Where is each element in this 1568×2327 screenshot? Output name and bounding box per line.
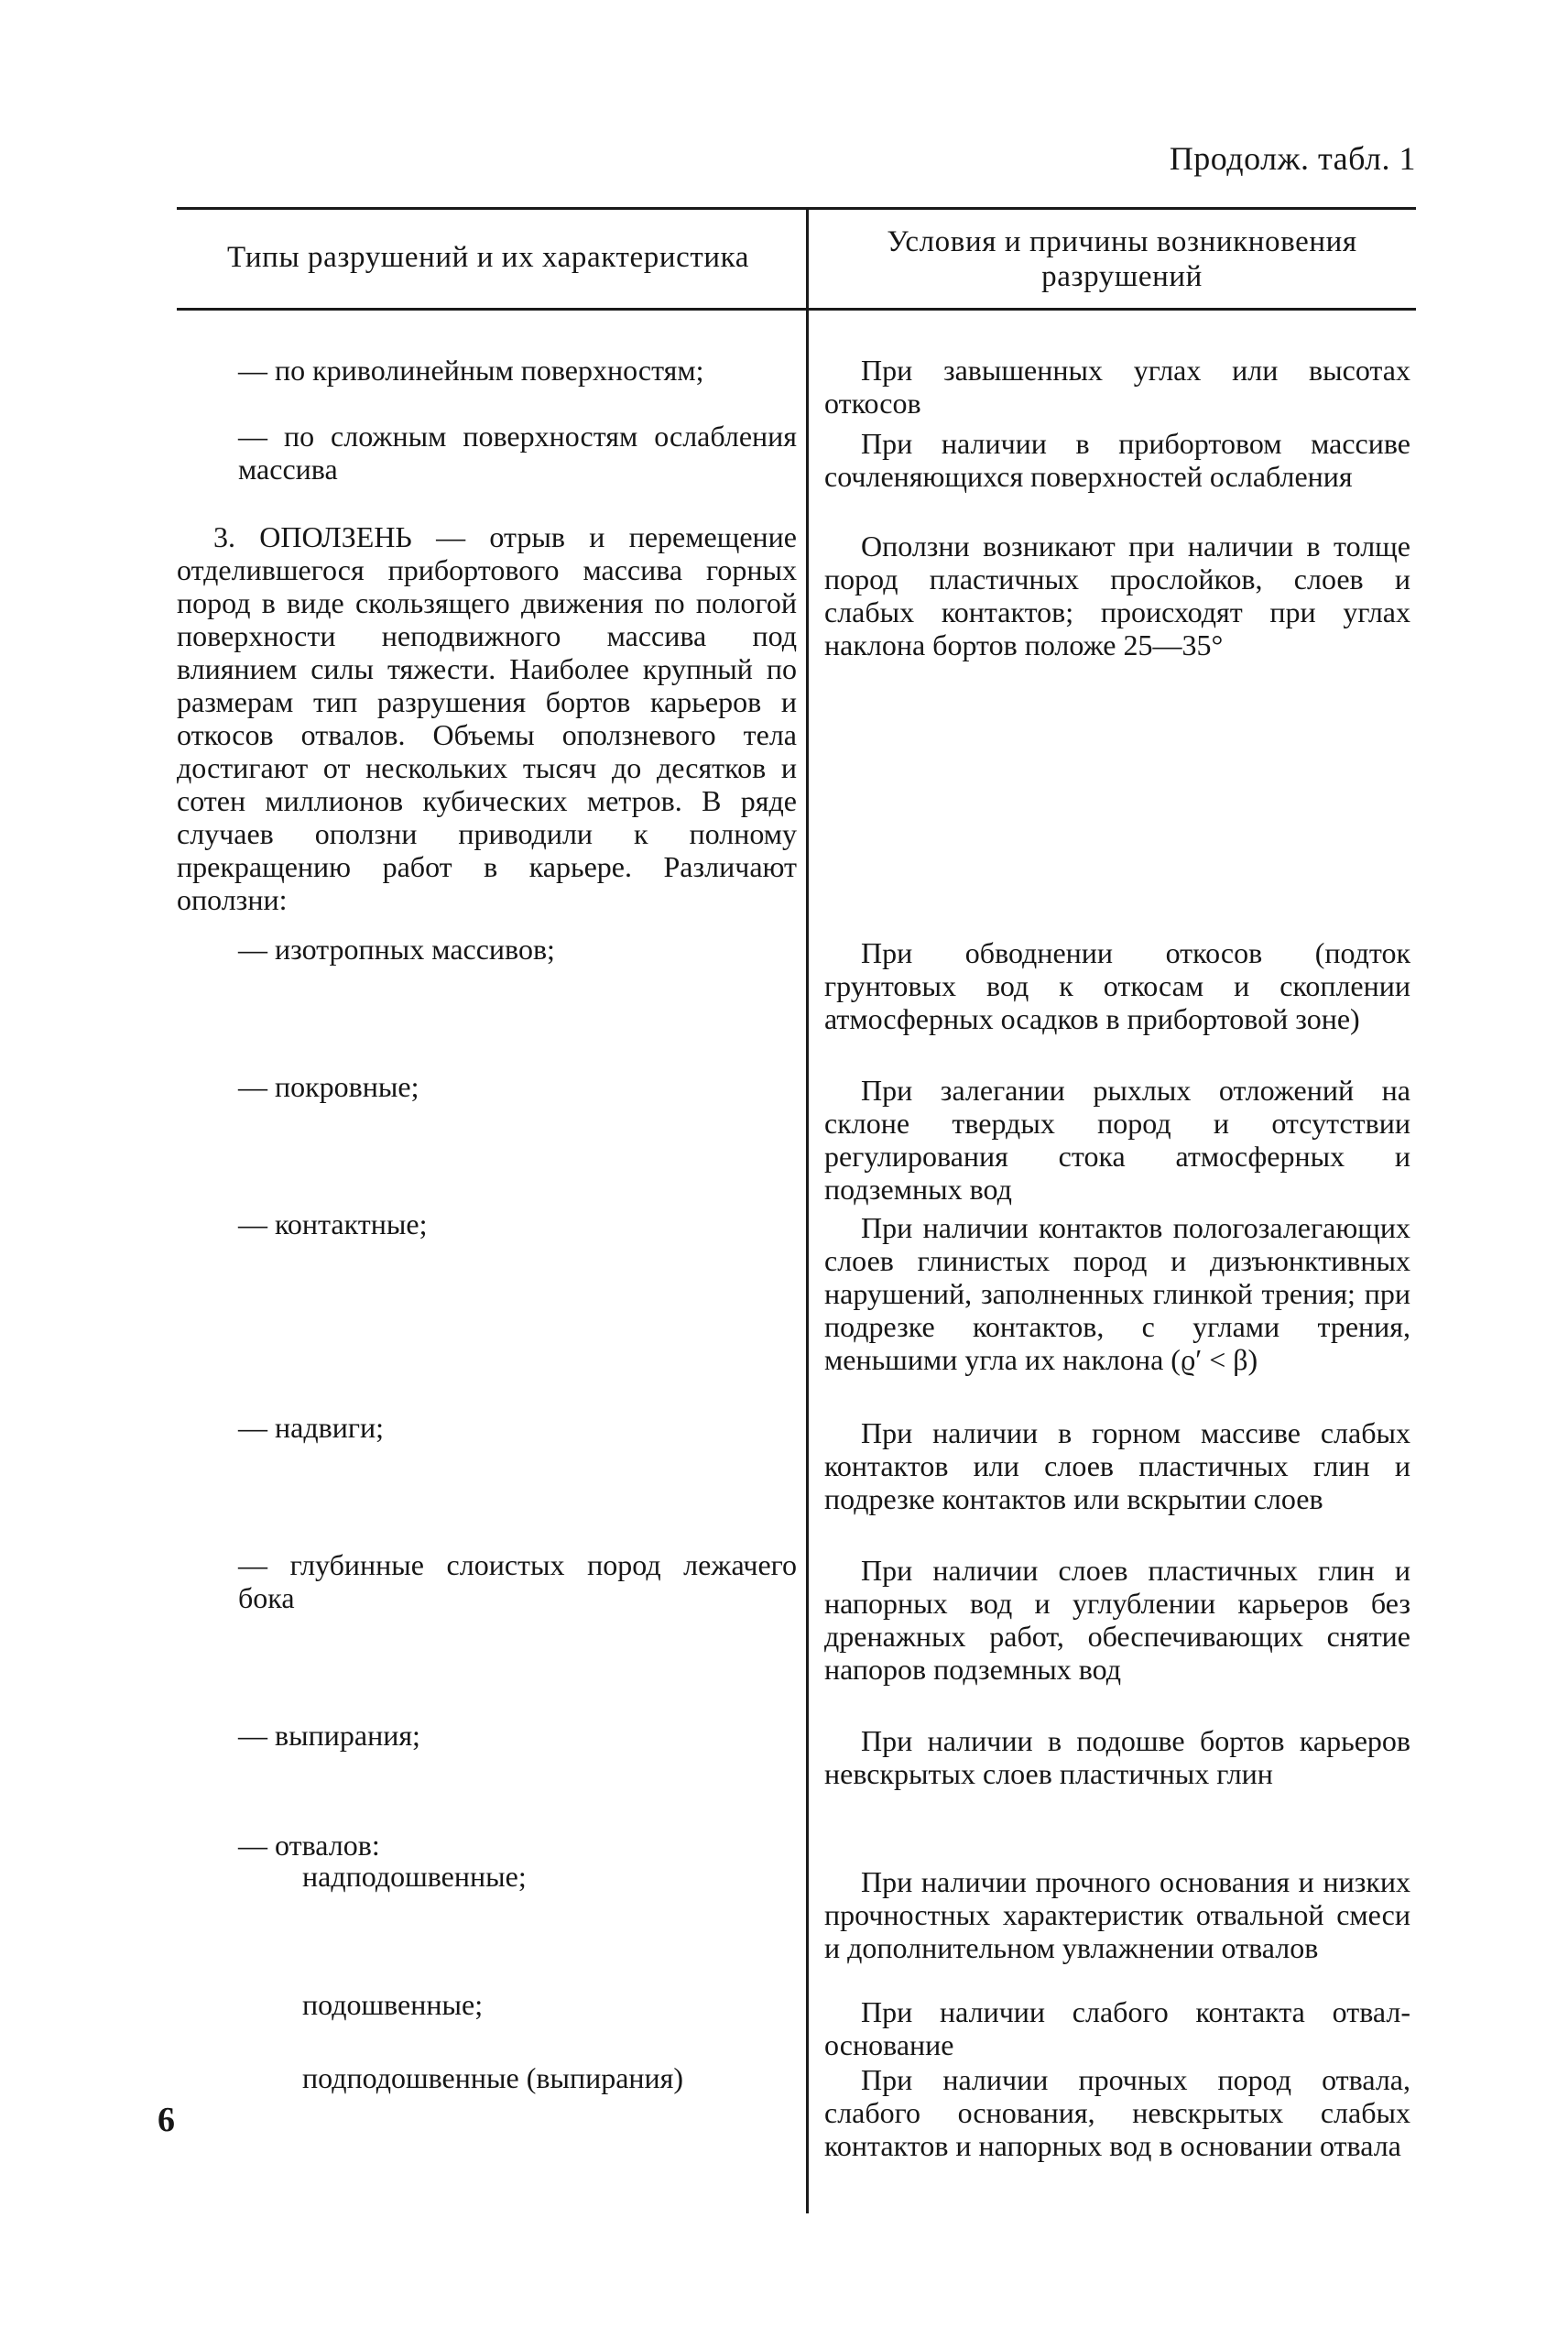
column-header-conditions: Условия и причины возникновения разрушений (887, 225, 1357, 293)
table-row-right: При наличии прочного основания и низких прочностных характеристик отвальной смеси и дополнительном увлажнении отвалов (824, 1865, 1410, 1964)
table-row-right: При наличии контактов пологозалегающих слоев глинистых пород и дизъюнктивных нарушений, заполненных глинкой трения; при подрезке контактов, с углами трения, меньшими угла их наклона (ϱ′ < β) (824, 1211, 1410, 1376)
table-row-left: надподошвенные; (302, 1860, 527, 1893)
table-row-right: При залегании рыхлых отложений на склоне твердых пород и отсутствии регулирования стока атмосферных и подземных вод (824, 1074, 1410, 1206)
table-row-right: При наличии слоев пластичных глин и напорных вод и углублении карьеров без дренажных работ, обеспечивающих снятие напоров подземных вод (824, 1554, 1410, 1686)
table-row-right: При наличии прочных пород отвала, слабого основания, невскрытых слабых контактов и напорных вод в основании отвала (824, 2063, 1410, 2162)
table-row-right: При наличии в горном массиве слабых контактов или слоев пластичных глин и подрезке контактов или вскрытии слоев (824, 1416, 1410, 1515)
column-header-types: Типы разрушений и их характеристика (226, 241, 750, 274)
table-continuation-label: Продолж. табл. 1 (1169, 140, 1416, 177)
table-row-left: — по сложным поверхностям ослабления массива (238, 420, 797, 486)
table-header-rule (177, 308, 1416, 311)
table-row-left: — отвалов: (238, 1829, 380, 1862)
table-row-left: подошвенные; (302, 1988, 484, 2021)
table-row-left: — выпирания; (238, 1719, 420, 1752)
column-divider (806, 209, 809, 2213)
table-row-left: — контактные; (238, 1207, 428, 1240)
table-row-right: При обводнении откосов (подток грунтовых вод к откосам и скоплении атмосферных осадков в прибортовой зоне) (824, 936, 1410, 1035)
table-row-right: При наличии в прибортовом массиве сочленяющихся поверхностей ослабления (824, 427, 1410, 493)
table-row-right: При завышенных углах или высотах откосов (824, 354, 1410, 420)
table-row-right: При наличии слабого контакта отвал-основание (824, 1995, 1410, 2061)
page-number: 6 (158, 2101, 175, 2139)
table-row-right: Оползни возникают при наличии в толще пород пластичных прослойков, слоев и слабых контактов; происходят при углах наклона бортов положе 25—35° (824, 530, 1410, 661)
table-row-left: — покровные; (238, 1070, 419, 1103)
table-row-left: — глубинные слоистых пород лежачего бока (238, 1548, 797, 1614)
table-row-left: — надвиги; (238, 1411, 384, 1444)
table-top-rule (177, 207, 1416, 210)
table-row-left: — по криволинейным поверхностям; (238, 354, 704, 387)
table-row-left: 3. ОПОЛЗЕНЬ — отрыв и перемещение отделившегося прибортового массива горных пород в виде скользящего движения по пологой поверхности неподвижного массива под влиянием силы тяжести. Наиболее крупный по размерам тип разрушения бортов карьеров и откосов отвалов. Объемы оползневого тела достигают от нескольких тысяч до десятков и сотен миллионов кубических метров. В ряде случаев оползни приводили к полному прекращению работ в карьере. Различают оползни: (177, 520, 797, 916)
table-row-left: подподошвенные (выпирания) (302, 2061, 684, 2094)
table-row-left: — изотропных массивов; (238, 933, 555, 966)
table-row-right: При наличии в подошве бортов карьеров невскрытых слоев пластичных глин (824, 1724, 1410, 1790)
